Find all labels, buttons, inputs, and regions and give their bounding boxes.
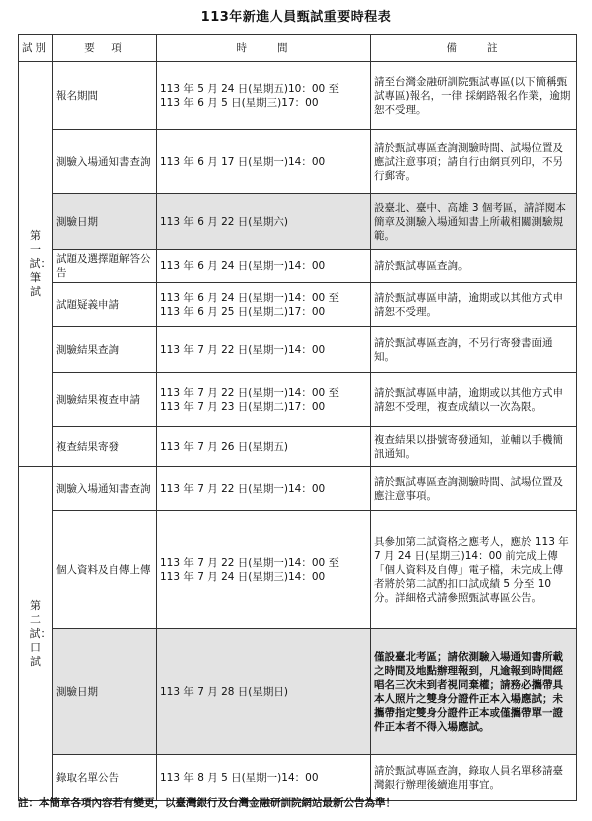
schedule-time: 113 年 6 月 17 日(星期一)14：00 [157,130,371,194]
header-item: 要 項 [53,35,157,62]
table-row [19,62,577,130]
schedule-item: 試題及選擇題解答公告 [53,250,157,283]
schedule-note: 請於甄試專區申請，逾期或以其他方式申請恕不受理。 [371,283,577,327]
schedule-time: 113 年 6 月 22 日(星期六) [157,194,371,250]
schedule-note: 具參加第二試資格之應考人，應於 113 年 7 月 24 日(星期三)14：00 前完成上傳「個人資料及自傳」電子檔，未完成上傳者將於第二試酌扣口試成績 5 分至 10 分。詳細格式請參照甄試專區公告。 [371,511,577,629]
schedule-time: 113 年 7 月 22 日(星期一)14：00 [157,327,371,373]
schedule-note: 請於甄試專區查詢測驗時間、試場位置及應試注意事項；請自行由網頁列印，不另行郵寄。 [371,130,577,194]
table-row [19,327,577,373]
header-note: 備 註 [371,35,577,62]
schedule-time: 113 年 7 月 28 日(星期日) [157,629,371,755]
schedule-item: 試題疑義申請 [53,283,157,327]
schedule-time: 113 年 6 月 24 日(星期一)14：00 [157,250,371,283]
schedule-time: 113 年 6 月 24 日(星期一)14：00 至 113 年 6 月 25 日(星期二)17：00 [157,283,371,327]
schedule-note: 請至台灣金融研訓院甄試專區(以下簡稱甄試專區)報名，一律 採網路報名作業，逾期恕不受理。 [371,62,577,130]
schedule-time: 113 年 7 月 26 日(星期五) [157,427,371,467]
table-row [19,283,577,327]
schedule-item: 測驗入場通知書查詢 [53,130,157,194]
exam-section-label [19,467,53,801]
schedule-note: 請於甄試專區查詢測驗時間、試場位置及應注意事項。 [371,467,577,511]
table-row [19,755,577,801]
schedule-item: 複查結果寄發 [53,427,157,467]
schedule-time: 113 年 7 月 22 日(星期一)14：00 至 113 年 7 月 24 日(星期三)14：00 [157,511,371,629]
schedule-item: 測驗入場通知書查詢 [53,467,157,511]
table-header-row [19,35,577,62]
table-row [19,194,577,250]
table-row [19,373,577,427]
header-exam-type: 試別 [19,35,53,62]
exam-section-text: 第二試：口試 [29,598,52,668]
schedule-note: 請於甄試專區查詢。 [371,250,577,283]
schedule-item: 測驗日期 [53,194,157,250]
table-row [19,467,577,511]
table-row [19,130,577,194]
schedule-time: 113 年 5 月 24 日(星期五)10：00 至 113 年 6 月 5 日(星期三)17：00 [157,62,371,130]
schedule-note: 設臺北、臺中、高雄 3 個考區，請詳閱本簡章及測驗入場通知書上所載相關測驗規範。 [371,194,577,250]
schedule-note: 請於甄試專區查詢，不另行寄發書面通知。 [371,327,577,373]
table-row [19,629,577,755]
schedule-time: 113 年 7 月 22 日(星期一)14：00 [157,467,371,511]
exam-section-label [19,62,53,467]
table-row [19,250,577,283]
schedule-note: 請於甄試專區申請，逾期或以其他方式申請恕不受理，複查成績以一次為限。 [371,373,577,427]
schedule-table [18,34,577,801]
schedule-item: 報名期間 [53,62,157,130]
exam-section-text: 第一試：筆試 [29,229,52,298]
schedule-time: 113 年 8 月 5 日(星期一)14：00 [157,755,371,801]
schedule-item: 錄取名單公告 [53,755,157,801]
header-time: 時 間 [157,35,371,62]
schedule-note: 請於甄試專區查詢，錄取人員名單移請臺灣銀行辦理後續進用事宜。 [371,755,577,801]
footer-note: 註：本簡章各項內容若有變更，以臺灣銀行及台灣金融研訓院網站最新公告為準！ [18,797,396,809]
schedule-note: 僅設臺北考區；請依測驗入場通知書所載之時間及地點辦理報到，凡逾報到時間經唱名三次未到者視同棄權；請務必攜帶具本人照片之雙身分證件正本入場應試；未攜帶指定雙身分證件正本或僅攜帶單一證件正本者不得入場應試。 [371,629,577,755]
table-row [19,511,577,629]
table-row [19,427,577,467]
schedule-time: 113 年 7 月 22 日(星期一)14：00 至 113 年 7 月 23 日(星期二)17：00 [157,373,371,427]
schedule-note: 複查結果以掛號寄發通知，並輔以手機簡訊通知。 [371,427,577,467]
page-title: 113年新進人員甄試重要時程表 [200,10,392,25]
schedule-item: 測驗結果複查申請 [53,373,157,427]
schedule-item: 測驗日期 [53,629,157,755]
schedule-item: 測驗結果查詢 [53,327,157,373]
schedule-item: 個人資料及自傳上傳 [53,511,157,629]
